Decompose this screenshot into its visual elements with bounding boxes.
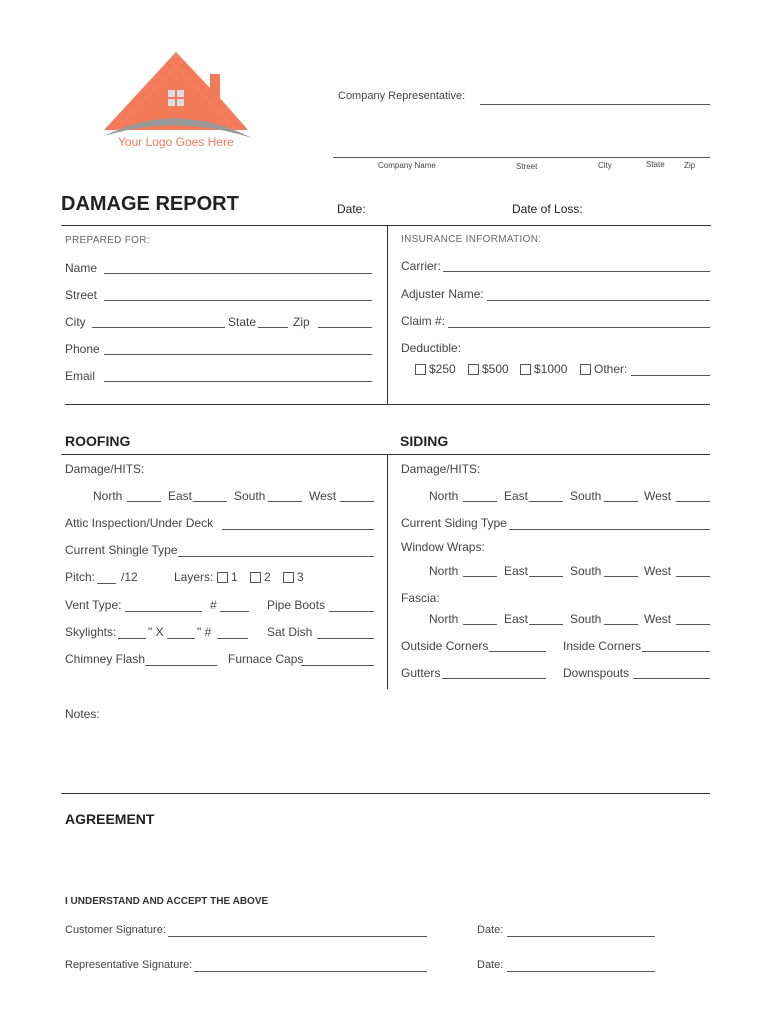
shingle-field[interactable] — [178, 556, 374, 557]
fascia-south-label: South — [570, 612, 602, 626]
pitch-field[interactable] — [97, 583, 116, 584]
layer-3-checkbox[interactable] — [283, 572, 294, 583]
customer-signature-field[interactable] — [168, 936, 427, 937]
carrier-label: Carrier: — [401, 259, 442, 273]
city-field[interactable] — [92, 327, 225, 328]
layer-2-checkbox[interactable] — [250, 572, 261, 583]
siding-south-label: South — [570, 489, 602, 503]
wraps-east-label: East — [504, 564, 529, 578]
email-field[interactable] — [104, 381, 372, 382]
notes-area[interactable] — [65, 722, 710, 790]
insurance-heading: INSURANCE INFORMATION: — [401, 234, 542, 245]
wraps-east-field[interactable] — [529, 576, 563, 577]
vent-count-field[interactable] — [220, 611, 249, 612]
sat-dish-label: Sat Dish — [267, 625, 313, 639]
furnace-caps-label: Furnace Caps — [228, 652, 304, 666]
phone-label: Phone — [65, 342, 100, 356]
deductible-500-label: $500 — [482, 362, 509, 376]
state-field[interactable] — [258, 327, 288, 328]
siding-east-field[interactable] — [529, 501, 563, 502]
divider-sections — [61, 454, 710, 455]
date-of-loss-label: Date of Loss: — [512, 202, 583, 216]
name-field[interactable] — [104, 273, 372, 274]
current-siding-field[interactable] — [509, 529, 710, 530]
siding-west-field[interactable] — [676, 501, 710, 502]
fascia-north-field[interactable] — [463, 624, 497, 625]
deductible-other-checkbox[interactable] — [580, 364, 591, 375]
vent-type-label: Vent Type: — [65, 598, 122, 612]
deductible-other-field[interactable] — [631, 375, 710, 376]
chimney-field[interactable] — [145, 665, 217, 666]
attic-label: Attic Inspection/Under Deck — [65, 516, 214, 530]
deductible-other-label: Other: — [594, 362, 628, 376]
phone-field[interactable] — [104, 354, 372, 355]
deductible-1000-label: $1000 — [534, 362, 568, 376]
rep-date-label: Date: — [477, 959, 504, 971]
wraps-west-label: West — [644, 564, 672, 578]
wraps-south-label: South — [570, 564, 602, 578]
skylights-label: Skylights: — [65, 625, 117, 639]
siding-east-label: East — [504, 489, 529, 503]
roof-west-field[interactable] — [340, 501, 374, 502]
divider-notes — [61, 793, 710, 794]
roof-north-field[interactable] — [127, 501, 161, 502]
skylight-count-label: " # — [197, 625, 212, 639]
deductible-500-checkbox[interactable] — [468, 364, 479, 375]
roof-north-label: North — [93, 489, 123, 503]
fascia-east-label: East — [504, 612, 529, 626]
logo-text: Your Logo Goes Here — [118, 135, 234, 149]
roof-east-field[interactable] — [193, 501, 227, 502]
zip-field[interactable] — [318, 327, 372, 328]
roof-east-label: East — [168, 489, 193, 503]
sat-dish-field[interactable] — [317, 638, 374, 639]
wraps-north-field[interactable] — [463, 576, 497, 577]
roof-south-field[interactable] — [268, 501, 302, 502]
fascia-north-label: North — [429, 612, 459, 626]
downspouts-label: Downspouts — [563, 666, 630, 680]
customer-date-label: Date: — [477, 924, 504, 936]
deductible-250-label: $250 — [429, 362, 456, 376]
inside-corners-label: Inside Corners — [563, 639, 642, 653]
roof-south-label: South — [234, 489, 266, 503]
wraps-south-field[interactable] — [604, 576, 638, 577]
roof-damage-label: Damage/HITS: — [65, 462, 145, 476]
attic-field[interactable] — [222, 529, 374, 530]
layer-1-checkbox[interactable] — [217, 572, 228, 583]
adjuster-field[interactable] — [487, 300, 710, 301]
roof-west-label: West — [309, 489, 337, 503]
rep-signature-label: Representative Signature: — [65, 959, 193, 971]
deductible-label: Deductible: — [401, 341, 462, 355]
date-label: Date: — [337, 202, 366, 216]
siding-west-label: West — [644, 489, 672, 503]
fascia-label: Fascia: — [401, 591, 440, 605]
skylight-height-field[interactable] — [167, 638, 195, 639]
company-name-label: Company Name — [378, 161, 436, 170]
divider-vertical-1 — [387, 225, 388, 405]
roofing-heading: ROOFING — [65, 433, 131, 449]
prepared-for-heading: PREPARED FOR: — [65, 235, 150, 246]
pitch-suffix: /12 — [121, 570, 138, 584]
downspouts-field[interactable] — [633, 678, 710, 679]
zip-label: Zip — [293, 315, 310, 329]
vent-count-label: # — [210, 598, 217, 612]
state-label: State — [228, 315, 257, 329]
notes-label: Notes: — [65, 707, 100, 721]
wraps-west-field[interactable] — [676, 576, 710, 577]
street-header-label: Street — [516, 162, 538, 171]
deductible-250-checkbox[interactable] — [415, 364, 426, 375]
company-address-field[interactable] — [333, 157, 710, 158]
claim-label: Claim #: — [401, 314, 446, 328]
wraps-north-label: North — [429, 564, 459, 578]
company-rep-field[interactable] — [480, 104, 710, 105]
customer-date-field[interactable] — [507, 936, 655, 937]
divider-top — [61, 225, 711, 226]
accept-statement: I UNDERSTAND AND ACCEPT THE ABOVE — [65, 896, 269, 907]
siding-north-field[interactable] — [463, 501, 497, 502]
adjuster-label: Adjuster Name: — [401, 287, 484, 301]
company-logo — [98, 48, 258, 158]
customer-signature-label: Customer Signature: — [65, 924, 166, 936]
pitch-label: Pitch: — [65, 570, 96, 584]
layer-2-label: 2 — [264, 570, 271, 584]
pipe-boots-label: Pipe Boots — [267, 598, 326, 612]
skylight-x-label: " X — [148, 625, 164, 639]
siding-north-label: North — [429, 489, 459, 503]
fascia-south-field[interactable] — [604, 624, 638, 625]
deductible-1000-checkbox[interactable] — [520, 364, 531, 375]
rep-signature-field[interactable] — [194, 971, 427, 972]
page-title: DAMAGE REPORT — [61, 193, 239, 215]
siding-south-field[interactable] — [604, 501, 638, 502]
claim-field[interactable] — [448, 327, 710, 328]
carrier-field[interactable] — [443, 271, 710, 272]
outside-corners-label: Outside Corners — [401, 639, 489, 653]
current-siding-label: Current Siding Type — [401, 516, 507, 530]
email-label: Email — [65, 369, 96, 383]
city-label: City — [65, 315, 86, 329]
zip-header-label: Zip — [684, 161, 696, 170]
outside-corners-field[interactable] — [489, 651, 546, 652]
layers-label: Layers: — [174, 570, 214, 584]
fascia-west-label: West — [644, 612, 672, 626]
fascia-west-field[interactable] — [676, 624, 710, 625]
shingle-label: Current Shingle Type — [65, 543, 178, 557]
layer-3-label: 3 — [297, 570, 304, 584]
inside-corners-field[interactable] — [642, 651, 710, 652]
street-label: Street — [65, 288, 98, 302]
city-header-label: City — [598, 161, 612, 170]
pipe-boots-field[interactable] — [329, 611, 374, 612]
layer-1-label: 1 — [231, 570, 238, 584]
skylight-width-field[interactable] — [118, 638, 146, 639]
chimney-label: Chimney Flash — [65, 652, 146, 666]
street-field[interactable] — [104, 300, 372, 301]
name-label: Name — [65, 261, 98, 275]
fascia-east-field[interactable] — [529, 624, 563, 625]
vent-type-field[interactable] — [125, 611, 202, 612]
furnace-caps-field[interactable] — [301, 665, 374, 666]
state-header-label: State — [646, 160, 665, 169]
divider-middle — [65, 404, 710, 405]
gutters-label: Gutters — [401, 666, 441, 680]
divider-vertical-2 — [387, 454, 388, 689]
rep-date-field[interactable] — [507, 971, 655, 972]
skylight-count-field[interactable] — [217, 638, 248, 639]
company-rep-label: Company Representative: — [338, 90, 466, 102]
agreement-heading: AGREEMENT — [65, 811, 155, 827]
gutters-field[interactable] — [442, 678, 546, 679]
siding-heading: SIDING — [400, 433, 449, 449]
window-wraps-label: Window Wraps: — [401, 540, 485, 554]
siding-damage-label: Damage/HITS: — [401, 462, 481, 476]
